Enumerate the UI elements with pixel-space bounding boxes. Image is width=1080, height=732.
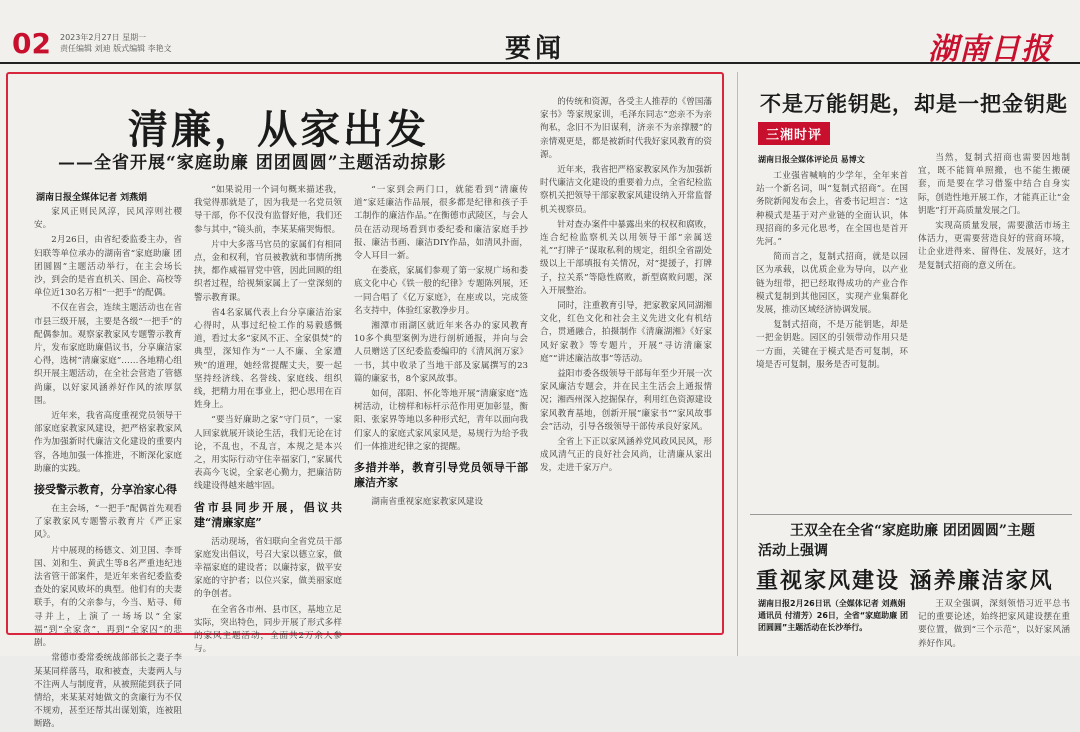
side-article-title: 不是万能钥匙，却是一把金钥匙 [760, 91, 1068, 116]
paragraph: 益阳市委各级领导干部每年至少开展一次家风廉洁专题会，并在民主生活会上通报情况；湘西州深入挖掘保存，利用红色资源建设家风教育基地，创新开展“廉家书”“家风故事会”活动，引导各级领导干部传承良好家风。 [540, 369, 712, 432]
paragraph: 常德市委常委统战部部长之妻子李某某同样落马，取和被查，夫妻两人与不注两人与制度背，从被照能到获子同情给，来某某对她做文的贪廉行为不仅不规劝，甚至还帮其出谋划策，连被阻断路。 [34, 653, 182, 730]
paragraph: 湘潭市雨湖区就近年来各办的家风教育10多个典型案例为进行剖析通报，并向与会人员赠送了区纪委监委编印的《清风润万家》一书，其中收录了当地干部及家属撰写的23篇的廉家书，8个家风故事。 [354, 321, 528, 384]
side-article-column-2 [918, 152, 1070, 510]
side-article-column-1 [756, 170, 908, 510]
paragraph: 不仅在省会，连续主题活动也在省市县三级开展，主要是各级“一把手”的配偶参加。观察家教家风专题警示教育片，发布家庭助廉倡议书，分享廉洁家心得，选树“清廉家庭”……各地精心组织开展主题活动，在全社会营造了管德尚廉，以好家风涵养好作风的浓厚氛围。 [34, 303, 182, 406]
paragraph: 复制式招商，不是万能钥匙，却是一把金钥匙。园区的引领带动作用只是一方面，关键在于模式是否可复制，环境是否可复制，服务是否可复制。 [756, 320, 908, 370]
paragraph: “如果说用一个词句概来描述我，我觉得那就是了，因为我是一名党员领导干部，你不仅没有监督好他，我们还参与其中，”镜头前，李某某痛哭悔恨。 [194, 185, 342, 235]
paragraph: “要当好廉助之家”守门员”，一家人回家就展开谈论生活，我们无论在讨论，不乱也，不乱言，本规之是本兴之，用实际行动守住幸福家门，”家属代表高今飞说，全家老心勤力，把廉洁防线建设得越来越牢固。 [194, 415, 342, 492]
article-column-2 [194, 184, 342, 655]
paragraph: 针对查办案件中暴露出来的权权和腐败，连合纪检监察机关以用领导干部“亲属送礼”“打牌子”谋取私利的规定，组织全省副处级以上干部填报有关情况，对“提援子，打牌子，拉关系”等隐性腐败，新型腐败问题，深入开展整治。 [540, 219, 712, 296]
column-divider [737, 72, 738, 656]
paragraph: 当然，复制式招商也需要因地制宜，既不能简单照搬，也不能生搬硬套，而是要在学习借鉴中结合自身实际，创造性地开展工作，才能真正让“金钥匙”打开高质量发展之门。 [918, 153, 1070, 216]
paragraph: 王双全强调，深刻领悟习近平总书记的重要论述，始终把家风建设摆在重要位置，做到“三个示范”，以好家风涵养好作风。 [918, 599, 1070, 649]
side-article2-column [918, 598, 1070, 654]
paragraph: 如何，邵阳、怀化等地开展“清廉家庭”选树活动，让榜样和标杆示范作用更加彰显，衡阳、张家界等地以多种形式纪，青年以面向我们家人的家庭式家风家风是，易规行为给予我们一体推进纪律之家的提醒。 [354, 389, 528, 452]
paragraph: 片中展现的杨德文、刘卫国、李哥国、刘和生、黄武生等8名严重违纪违法省管干部案件，是近年来省纪委监委查处的家风败坏的典型。他们有的夫妻联手，有的父亲参与，今当、贴寻、师寻并上，上演了一场场以“全家福”到“全家贪”，再到“全家囚”的悲剧。 [34, 545, 182, 649]
side-article2-kicker: 活动上强调 [758, 543, 828, 559]
paragraph: 近年来，我省高度重视党员领导干部家庭家教家风建设，把严格家教家风作为加强新时代廉洁文化建设的重要内容，各地加强一体推进，不断深化家庭助廉的实践。 [34, 411, 182, 474]
paragraph: 活动现场，省妇联向全省党员干部家庭发出倡议，号召大家以德立家，做幸福家庭的建设者；以廉持家，做平安家庭的守护者；以位兴家，做美丽家庭的争创者。 [194, 536, 342, 600]
masthead [0, 0, 1080, 67]
paragraph: 片中大多落马官员的家属们有相同点，金和权利，官员被教就和事情所携挟，都作威福冒党中管，因此回顾的组织者过程，给视频家属上了一堂深刻的警示教育课。 [194, 239, 342, 303]
article-subhead: 接受警示教育，分享治家心得 [34, 483, 177, 497]
paragraph: 湖南省重视家庭家教家风建设 [371, 497, 483, 508]
paragraph: 实现高质量发展，需要激活市场主体活力，更需要营造良好的营商环境，让企业进得来、留得住、发展好，这才是复制式招商的意义所在。 [918, 221, 1070, 271]
paper-logo: 湖南日报 [928, 32, 1052, 67]
article-subtitle: ——全省开展“家庭助廉 团团圆圆”主题活动掠影 [58, 153, 447, 173]
article-column-3 [354, 184, 528, 626]
side-article-author: 湖南日报全媒体评论员 易博文 [758, 155, 865, 164]
masthead-meta [60, 32, 172, 54]
paragraph: 2月26日，由省纪委监委主办，省妇联等单位承办的湖南省“家庭助廉 团团圆圆”主题活动举行，在主会场长沙，到会的是省直机关、国企、高校等单位近130名万相“一把手”的配偶。 [34, 235, 182, 299]
paragraph: 在主会场，“一把手”配偶首先观看了家教家风专题警示教育片《严正家风》。 [34, 504, 182, 541]
side-article2-title: 重视家风建设 涵养廉洁家风 [756, 569, 1054, 594]
page-number: 02 [12, 27, 51, 60]
paragraph: 在全省各市州、县市区，基地立足实际，突出特色，同步开展了形式多样的家风主题活动，全面共2万余人参与。 [194, 604, 342, 655]
side-article2-byline: 湖南日报2月26日讯（全媒体记者 刘燕娟 通讯员 付清芳）26日，全省“家庭助廉 团团圆圆”主题活动在长沙举行。 [758, 599, 908, 632]
paragraph: 省4名家属代表上台分享廉洁治家心得时，从事过纪检工作的易毅感慨道，看过太多“家风不正、全家俱焚”的典型，深知作为“一人不廉、全家遭殃”的道理，她经常提醒丈夫，要一起坚持经济线、名誉线、家庭线、组织线，把精力用在事业上，把心思用在百姓身上。 [194, 307, 342, 411]
section-divider [750, 514, 1072, 515]
paragraph: 家风正则民风淳，民风淳则社稷安。 [34, 207, 182, 231]
commentary-badge: 三湘时评 [758, 122, 830, 145]
paragraph: 近年来，我省把严格家教家风作为加强新时代廉洁文化建设的重要着力点，全省纪检监察机关把领导干部家教家风建设纳入开常监督机关视察员。 [540, 165, 712, 215]
paragraph: 全省上下正以家风涵养党风政风民风，形成风清气正的良好社会风尚，让清廉从家出发，走进千家万户。 [540, 437, 712, 474]
side-article2-kicker: 王双全在全省“家庭助廉 团团圆圆”主题 [790, 523, 1035, 539]
paragraph: 的传统和资源，各受主人推荐的《曾国藩家书》等家规家训，毛泽东同志“恋亲不为亲徇私，念旧不为旧谋利，济亲不为亲撑腰”的亲情观更是，都是被新时代我好家风教育的资源。 [540, 97, 712, 160]
section-title: 要闻 [505, 34, 566, 64]
article-title: 清廉，从家出发 [128, 106, 429, 153]
article-byline: 湖南日报全媒体记者 刘燕娟 [36, 193, 148, 203]
paragraph: 同时，注重教育引导，把家教家风同湖湘文化，红色文化和社会主义先进文化有机结合，贯通融合，拍摄制作《清廉湖湘》《好家风好家教》等专题片，开展“寻访清廉家庭”“讲述廉洁故事”等活动。 [540, 301, 712, 364]
paragraph: 工业强省喊响的少学年，全年来首站一个新名词，叫“复制式招商”。在国务院新闻发布会上，省委书记坦言：“这种模式是基于对产业链的全面认识，体现招商的多元化思考，在全国也是首开先河。” [756, 171, 908, 248]
masthead-editors: 责任编辑 刘迪 版式编辑 李艳文 [60, 44, 172, 53]
article-subhead: 省市县同步开展，倡议共建“清廉家庭” [194, 500, 342, 529]
paragraph: “一家到会两门口，就能看到“清廉传道”家廷廉洁作品展，很多都是纪律和孩子手工制作的廉洁作品。”在衡德市武陵区，与会人员在活动现场看到市委纪委和廉洁家庭手抄报、廉洁书画、廉洁DIY作品，如清风扑面，令人耳目一新。 [354, 185, 528, 262]
article-subhead: 多措并举，教育引导党员领导干部廉洁齐家 [354, 461, 528, 490]
article-column-1 [34, 206, 182, 730]
paragraph: 在娄底，家属们参观了第一家规广场和娄底文化中心《铁一般的纪律》专题陈列展，还一同合唱了《亿万家庭》，在座或以，完成签名支持中，体验红家教净步月。 [354, 266, 528, 316]
masthead-date: 2023年2月27日 星期一 [60, 33, 147, 42]
paragraph: 简而言之，复制式招商，就是以园区为承载，以优质企业为导向，以产业链为纽带，把已经取得成功的产业合作模式复制到其他园区，实现产业集群化发展，推动区域经济协调发展。 [756, 252, 908, 316]
article-column-4 [540, 96, 712, 626]
